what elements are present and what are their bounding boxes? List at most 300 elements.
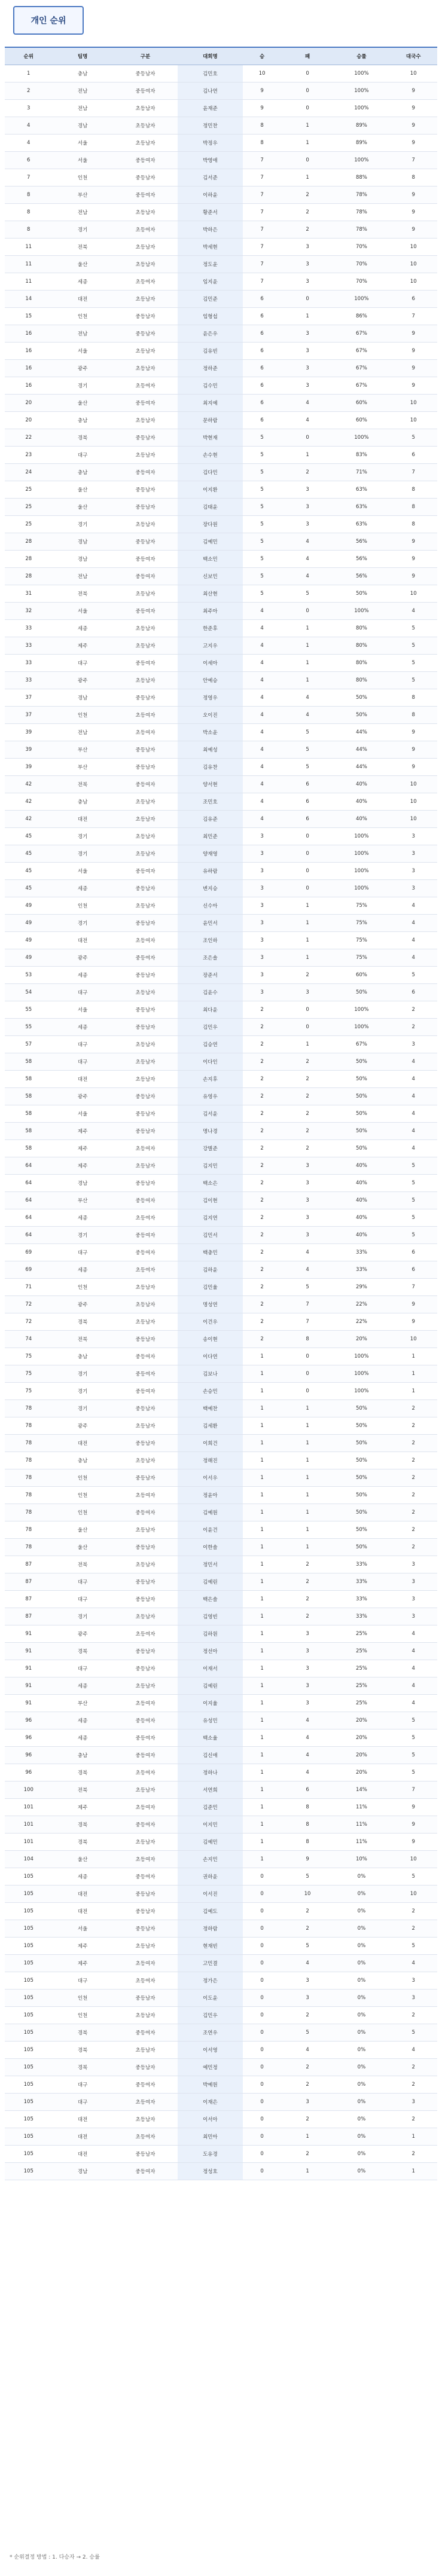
player-cell: 유영우 — [178, 1088, 242, 1105]
games-cell: 4 — [389, 1088, 437, 1105]
win-rate-cell: 75% — [333, 932, 389, 949]
player-cell: 최예성 — [178, 741, 242, 759]
player-cell: 김준민 — [178, 1799, 242, 1816]
games-cell: 3 — [389, 863, 437, 880]
wins-cell: 2 — [243, 1261, 282, 1279]
table-row — [5, 1192, 437, 1209]
division-cell: 초등여자 — [113, 1140, 178, 1157]
table-row — [5, 291, 437, 308]
table-row — [5, 741, 437, 759]
player-cell: 정선아 — [178, 1643, 242, 1660]
win-rate-cell: 71% — [333, 464, 389, 481]
win-rate-cell: 50% — [333, 1521, 389, 1539]
win-rate-cell: 70% — [333, 273, 389, 291]
player-cell: 이재서 — [178, 1660, 242, 1677]
games-cell: 10 — [389, 395, 437, 412]
division-cell: 초등여자 — [113, 1487, 178, 1504]
team-cell: 부산 — [53, 1192, 113, 1209]
player-cell: 현재빈 — [178, 1938, 242, 1955]
losses-cell: 2 — [282, 187, 334, 204]
losses-cell: 0 — [282, 429, 334, 447]
wins-cell: 0 — [243, 2163, 282, 2180]
table-row — [5, 516, 437, 533]
wins-cell: 2 — [243, 1140, 282, 1157]
division-cell: 중등남자 — [113, 1331, 178, 1348]
losses-cell: 3 — [282, 1227, 334, 1244]
division-cell: 초등남자 — [113, 117, 178, 135]
table-row — [5, 256, 437, 273]
win-rate-cell: 20% — [333, 1331, 389, 1348]
wins-cell: 1 — [243, 1781, 282, 1799]
rank-cell: 78 — [5, 1469, 53, 1487]
rank-cell: 58 — [5, 1123, 53, 1140]
rank-cell: 33 — [5, 637, 53, 655]
games-cell: 2 — [389, 1019, 437, 1036]
rank-cell: 74 — [5, 1331, 53, 1348]
wins-cell: 5 — [243, 429, 282, 447]
header-player: 대회명 — [178, 47, 242, 65]
ranking-table — [5, 47, 437, 2180]
rank-cell: 96 — [5, 1747, 53, 1764]
losses-cell: 0 — [282, 603, 334, 620]
win-rate-cell: 50% — [333, 1400, 389, 1417]
team-cell: 인천 — [53, 707, 113, 724]
losses-cell: 9 — [282, 1851, 334, 1868]
losses-cell: 6 — [282, 1781, 334, 1799]
rank-cell: 25 — [5, 481, 53, 499]
player-cell: 안예승 — [178, 672, 242, 689]
division-cell: 초등여자 — [113, 1695, 178, 1712]
team-cell: 경남 — [53, 117, 113, 135]
wins-cell: 1 — [243, 1573, 282, 1591]
wins-cell: 1 — [243, 1799, 282, 1816]
team-cell: 제주 — [53, 1140, 113, 1157]
wins-cell: 1 — [243, 1729, 282, 1747]
player-cell: 백충민 — [178, 1244, 242, 1261]
rank-cell: 15 — [5, 308, 53, 325]
division-cell: 초등여자 — [113, 1955, 178, 1972]
division-cell: 중등남자 — [113, 1175, 178, 1192]
rank-cell: 53 — [5, 967, 53, 984]
games-cell: 1 — [389, 2163, 437, 2180]
player-cell: 윤민서 — [178, 915, 242, 932]
wins-cell: 3 — [243, 863, 282, 880]
table-row — [5, 1140, 437, 1157]
table-row — [5, 1886, 437, 1903]
division-cell: 초등남자 — [113, 1313, 178, 1331]
wins-cell: 2 — [243, 1227, 282, 1244]
games-cell: 5 — [389, 620, 437, 637]
losses-cell: 3 — [282, 377, 334, 395]
win-rate-cell: 11% — [333, 1834, 389, 1851]
losses-cell: 1 — [282, 1435, 334, 1452]
games-cell: 9 — [389, 204, 437, 221]
player-cell: 이세아 — [178, 655, 242, 672]
rank-cell: 37 — [5, 707, 53, 724]
win-rate-cell: 56% — [333, 568, 389, 585]
division-cell: 초등남자 — [113, 204, 178, 221]
player-cell: 임형섭 — [178, 308, 242, 325]
wins-cell: 6 — [243, 360, 282, 377]
win-rate-cell: 50% — [333, 1123, 389, 1140]
player-cell: 도유경 — [178, 2146, 242, 2163]
wins-cell: 4 — [243, 724, 282, 741]
table-row — [5, 2007, 437, 2024]
wins-cell: 2 — [243, 1192, 282, 1209]
losses-cell: 1 — [282, 1504, 334, 1521]
wins-cell: 4 — [243, 793, 282, 811]
table-row — [5, 82, 437, 100]
division-cell: 초등남자 — [113, 343, 178, 360]
wins-cell: 2 — [243, 1088, 282, 1105]
games-cell: 5 — [389, 1712, 437, 1729]
games-cell: 4 — [389, 1105, 437, 1123]
losses-cell: 0 — [282, 845, 334, 863]
wins-cell: 4 — [243, 811, 282, 828]
team-cell: 대구 — [53, 1036, 113, 1053]
win-rate-cell: 50% — [333, 984, 389, 1001]
wins-cell: 7 — [243, 256, 282, 273]
wins-cell: 6 — [243, 412, 282, 429]
win-rate-cell: 75% — [333, 915, 389, 932]
division-cell: 초등남자 — [113, 845, 178, 863]
losses-cell: 2 — [282, 2076, 334, 2094]
wins-cell: 2 — [243, 1313, 282, 1331]
division-cell: 초등남자 — [113, 897, 178, 915]
division-cell: 중등남자 — [113, 2059, 178, 2076]
division-cell: 초등남자 — [113, 516, 178, 533]
wins-cell: 4 — [243, 759, 282, 776]
losses-cell: 3 — [282, 1660, 334, 1677]
player-cell: 손승민 — [178, 1383, 242, 1400]
win-rate-cell: 50% — [333, 1140, 389, 1157]
win-rate-cell: 75% — [333, 949, 389, 967]
rank-cell: 105 — [5, 2059, 53, 2076]
losses-cell: 4 — [282, 707, 334, 724]
table-row — [5, 759, 437, 776]
win-rate-cell: 80% — [333, 655, 389, 672]
rank-cell: 49 — [5, 949, 53, 967]
rank-cell: 20 — [5, 395, 53, 412]
rank-cell: 24 — [5, 464, 53, 481]
division-cell: 초등남자 — [113, 447, 178, 464]
wins-cell: 3 — [243, 897, 282, 915]
rank-cell: 69 — [5, 1261, 53, 1279]
win-rate-cell: 0% — [333, 2128, 389, 2146]
team-cell: 세종 — [53, 967, 113, 984]
games-cell: 9 — [389, 1816, 437, 1834]
team-cell: 세종 — [53, 1019, 113, 1036]
games-cell: 9 — [389, 741, 437, 759]
player-cell: 정하람 — [178, 1920, 242, 1938]
win-rate-cell: 50% — [333, 1088, 389, 1105]
division-cell: 중등여자 — [113, 1712, 178, 1729]
win-rate-cell: 0% — [333, 2094, 389, 2111]
rank-cell: 39 — [5, 724, 53, 741]
player-cell: 윤은우 — [178, 325, 242, 343]
losses-cell: 2 — [282, 1105, 334, 1123]
division-cell: 초등남자 — [113, 1938, 178, 1955]
games-cell: 9 — [389, 360, 437, 377]
division-cell: 초등남자 — [113, 620, 178, 637]
division-cell: 중등여자 — [113, 82, 178, 100]
rank-cell: 45 — [5, 845, 53, 863]
win-rate-cell: 0% — [333, 2163, 389, 2180]
losses-cell: 8 — [282, 1834, 334, 1851]
division-cell: 중등남자 — [113, 499, 178, 516]
games-cell: 8 — [389, 481, 437, 499]
team-cell: 서울 — [53, 1920, 113, 1938]
wins-cell: 3 — [243, 932, 282, 949]
rank-cell: 42 — [5, 776, 53, 793]
division-cell: 초등남자 — [113, 1521, 178, 1539]
division-cell: 중등남자 — [113, 759, 178, 776]
header-team: 팀명 — [53, 47, 113, 65]
wins-cell: 1 — [243, 1435, 282, 1452]
table-row — [5, 1487, 437, 1504]
losses-cell: 5 — [282, 1868, 334, 1886]
player-cell: 김민서 — [178, 1227, 242, 1244]
rank-cell: 87 — [5, 1556, 53, 1573]
team-cell: 전북 — [53, 1781, 113, 1799]
games-cell: 8 — [389, 516, 437, 533]
games-cell: 9 — [389, 1313, 437, 1331]
team-cell: 울산 — [53, 256, 113, 273]
player-cell: 김보나 — [178, 1365, 242, 1383]
player-cell: 김예민 — [178, 533, 242, 551]
games-cell: 7 — [389, 1279, 437, 1296]
player-cell: 서연희 — [178, 1781, 242, 1799]
losses-cell: 0 — [282, 1001, 334, 1019]
losses-cell: 3 — [282, 1643, 334, 1660]
table-row — [5, 1660, 437, 1677]
rank-cell: 64 — [5, 1192, 53, 1209]
losses-cell: 1 — [282, 2128, 334, 2146]
table-row — [5, 1019, 437, 1036]
games-cell: 2 — [389, 1903, 437, 1920]
losses-cell: 3 — [282, 1990, 334, 2007]
win-rate-cell: 33% — [333, 1556, 389, 1573]
division-cell: 초등남자 — [113, 1677, 178, 1695]
rank-cell: 105 — [5, 2111, 53, 2128]
games-cell: 2 — [389, 1521, 437, 1539]
player-cell: 유하람 — [178, 863, 242, 880]
rank-cell: 22 — [5, 429, 53, 447]
win-rate-cell: 40% — [333, 776, 389, 793]
losses-cell: 1 — [282, 949, 334, 967]
division-cell: 중등여자 — [113, 1192, 178, 1209]
win-rate-cell: 60% — [333, 967, 389, 984]
wins-cell: 1 — [243, 1521, 282, 1539]
games-cell: 2 — [389, 1452, 437, 1469]
losses-cell: 4 — [282, 1747, 334, 1764]
losses-cell: 2 — [282, 967, 334, 984]
rank-cell: 78 — [5, 1539, 53, 1556]
rank-cell: 31 — [5, 585, 53, 603]
rank-cell: 8 — [5, 204, 53, 221]
player-cell: 김세환 — [178, 1417, 242, 1435]
games-cell: 4 — [389, 915, 437, 932]
team-cell: 제주 — [53, 1123, 113, 1140]
win-rate-cell: 0% — [333, 1920, 389, 1938]
win-rate-cell: 100% — [333, 828, 389, 845]
player-cell: 김예원 — [178, 1504, 242, 1521]
losses-cell: 5 — [282, 1938, 334, 1955]
games-cell: 4 — [389, 1955, 437, 1972]
losses-cell: 2 — [282, 1123, 334, 1140]
losses-cell: 4 — [282, 533, 334, 551]
losses-cell: 1 — [282, 1400, 334, 1417]
table-row — [5, 360, 437, 377]
wins-cell: 6 — [243, 308, 282, 325]
table-row — [5, 1348, 437, 1365]
table-row — [5, 2024, 437, 2042]
losses-cell: 2 — [282, 1053, 334, 1071]
losses-cell: 4 — [282, 1261, 334, 1279]
table-row — [5, 2128, 437, 2146]
player-cell: 이지환 — [178, 481, 242, 499]
wins-cell: 2 — [243, 1209, 282, 1227]
table-row — [5, 169, 437, 187]
rank-cell: 105 — [5, 2128, 53, 2146]
team-cell: 경북 — [53, 1834, 113, 1851]
wins-cell: 5 — [243, 568, 282, 585]
division-cell: 초등여자 — [113, 724, 178, 741]
wins-cell: 7 — [243, 204, 282, 221]
losses-cell: 1 — [282, 447, 334, 464]
wins-cell: 1 — [243, 1487, 282, 1504]
wins-cell: 4 — [243, 637, 282, 655]
games-cell: 5 — [389, 672, 437, 689]
player-cell: 문하람 — [178, 412, 242, 429]
win-rate-cell: 33% — [333, 1591, 389, 1608]
games-cell: 3 — [389, 1573, 437, 1591]
losses-cell: 0 — [282, 1383, 334, 1400]
table-row — [5, 1261, 437, 1279]
team-cell: 제주 — [53, 637, 113, 655]
games-cell: 5 — [389, 637, 437, 655]
player-cell: 김유준 — [178, 811, 242, 828]
win-rate-cell: 40% — [333, 793, 389, 811]
player-cell: 명나경 — [178, 1123, 242, 1140]
table-row — [5, 620, 437, 637]
games-cell: 4 — [389, 1695, 437, 1712]
rank-cell: 58 — [5, 1053, 53, 1071]
rank-cell: 42 — [5, 811, 53, 828]
table-row — [5, 1920, 437, 1938]
losses-cell: 2 — [282, 1591, 334, 1608]
division-cell: 중등여자 — [113, 1227, 178, 1244]
division-cell: 중등여자 — [113, 655, 178, 672]
division-cell: 중등남자 — [113, 481, 178, 499]
win-rate-cell: 100% — [333, 1365, 389, 1383]
table-row — [5, 481, 437, 499]
table-row — [5, 1972, 437, 1990]
losses-cell: 3 — [282, 984, 334, 1001]
losses-cell: 8 — [282, 1799, 334, 1816]
player-cell: 예민정 — [178, 2059, 242, 2076]
losses-cell: 5 — [282, 741, 334, 759]
player-cell: 이지민 — [178, 1816, 242, 1834]
division-cell: 초등여자 — [113, 1209, 178, 1227]
team-cell: 대전 — [53, 291, 113, 308]
games-cell: 4 — [389, 603, 437, 620]
games-cell: 4 — [389, 1053, 437, 1071]
losses-cell: 1 — [282, 117, 334, 135]
wins-cell: 0 — [243, 2024, 282, 2042]
division-cell: 중등남자 — [113, 1105, 178, 1123]
division-cell: 초등남자 — [113, 360, 178, 377]
rank-cell: 87 — [5, 1608, 53, 1625]
player-cell: 손수현 — [178, 447, 242, 464]
division-cell: 중등여자 — [113, 568, 178, 585]
division-cell: 초등남자 — [113, 1279, 178, 1296]
team-cell: 울산 — [53, 1851, 113, 1868]
losses-cell: 4 — [282, 412, 334, 429]
team-cell: 부산 — [53, 1695, 113, 1712]
losses-cell: 3 — [282, 239, 334, 256]
losses-cell: 7 — [282, 1313, 334, 1331]
player-cell: 이도윤 — [178, 1990, 242, 2007]
wins-cell: 1 — [243, 1816, 282, 1834]
division-cell: 초등여자 — [113, 2094, 178, 2111]
losses-cell: 0 — [282, 82, 334, 100]
games-cell: 4 — [389, 932, 437, 949]
games-cell: 2 — [389, 1469, 437, 1487]
rank-cell: 33 — [5, 672, 53, 689]
win-rate-cell: 63% — [333, 516, 389, 533]
team-cell: 인천 — [53, 1279, 113, 1296]
losses-cell: 3 — [282, 1695, 334, 1712]
wins-cell: 2 — [243, 1105, 282, 1123]
games-cell: 9 — [389, 377, 437, 395]
rank-cell: 75 — [5, 1365, 53, 1383]
games-cell: 9 — [389, 1834, 437, 1851]
table-row — [5, 1903, 437, 1920]
win-rate-cell: 63% — [333, 481, 389, 499]
rank-cell: 8 — [5, 221, 53, 239]
win-rate-cell: 50% — [333, 1539, 389, 1556]
rank-cell: 105 — [5, 1920, 53, 1938]
wins-cell: 5 — [243, 533, 282, 551]
team-cell: 세종 — [53, 1677, 113, 1695]
division-cell: 중등남자 — [113, 1123, 178, 1140]
wins-cell: 9 — [243, 100, 282, 117]
player-cell: 김민우 — [178, 1019, 242, 1036]
division-cell: 중등여자 — [113, 464, 178, 481]
games-cell: 9 — [389, 343, 437, 360]
player-cell: 김태윤 — [178, 499, 242, 516]
division-cell: 중등남자 — [113, 1088, 178, 1105]
team-cell: 대구 — [53, 1972, 113, 1990]
win-rate-cell: 10% — [333, 1851, 389, 1868]
games-cell: 2 — [389, 2076, 437, 2094]
rank-cell: 105 — [5, 1886, 53, 1903]
table-row — [5, 1435, 437, 1452]
games-cell: 5 — [389, 1729, 437, 1747]
wins-cell: 10 — [243, 65, 282, 82]
table-row — [5, 1053, 437, 1071]
losses-cell: 2 — [282, 2146, 334, 2163]
wins-cell: 7 — [243, 273, 282, 291]
games-cell: 4 — [389, 949, 437, 967]
table-row — [5, 915, 437, 932]
win-rate-cell: 100% — [333, 863, 389, 880]
win-rate-cell: 14% — [333, 1781, 389, 1799]
player-cell: 이재은 — [178, 2094, 242, 2111]
rank-cell: 105 — [5, 2024, 53, 2042]
division-cell: 중등여자 — [113, 776, 178, 793]
